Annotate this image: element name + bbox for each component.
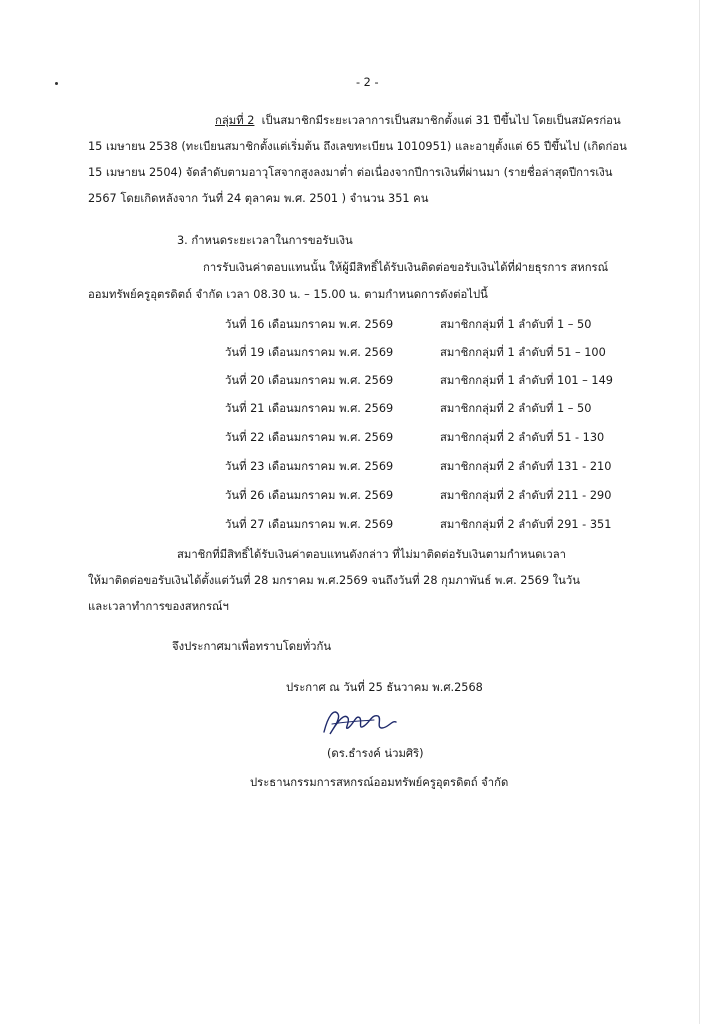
late-line2: ให้มาติดต่อขอรับเงินได้ตั้งแต่วันที่ 28 มกราคม พ.ศ.2569 จนถึงวันที่ 28 กุมภาพันธ์ พ.ศ. 2569 ในวัน — [88, 574, 580, 587]
signatory-name: (ดร.ธำรงค์ น่วมศิริ) — [327, 747, 424, 760]
group2-line1: กลุ่มที่ 2 เป็นสมาชิกมีระยะเวลาการเป็นสมาชิกตั้งแต่ 31 ปีขึ้นไป โดยเป็นสมัครก่อน — [215, 114, 621, 127]
schedule-group: สมาชิกกลุ่มที่ 2 ลำดับที่ 211 - 290 — [440, 489, 612, 502]
group2-line2: 15 เมษายน 2538 (ทะเบียนสมาชิกตั้งแต่เริ่มต้น ถึงเลขทะเบียน 1010951) และอายุตั้งแต่ 65 ปีขึ้นไป (เกิดก่อน — [88, 140, 627, 153]
announcement-closing: จึงประกาศมาเพื่อทราบโดยทั่วกัน — [172, 640, 332, 653]
schedule-row — [0, 346, 724, 362]
schedule-row — [0, 518, 724, 534]
schedule-group: สมาชิกกลุ่มที่ 1 ลำดับที่ 51 – 100 — [440, 346, 606, 359]
announced-date: ประกาศ ณ วันที่ 25 ธันวาคม พ.ศ.2568 — [286, 681, 483, 694]
group2-line4: 2567 โดยเกิดหลังจาก วันที่ 24 ตุลาคม พ.ศ. 2501 ) จำนวน 351 คน — [88, 192, 429, 205]
late-line3: และเวลาทำการของสหกรณ์ฯ — [88, 600, 229, 613]
schedule-date: วันที่ 19 เดือนมกราคม พ.ศ. 2569 — [225, 346, 394, 359]
section3-para-line2: ออมทรัพย์ครูอุตรดิตถ์ จำกัด เวลา 08.30 น. – 15.00 น. ตามกำหนดการดังต่อไปนี้ — [88, 288, 488, 301]
group2-line3: 15 เมษายน 2504) จัดลำดับตามอาวุโสจากสูงลงมาต่ำ ต่อเนื่องจากปีการเงินที่ผ่านมา (รายชื่อล่าสุดปีการเงิน — [88, 166, 613, 179]
schedule-date: วันที่ 20 เดือนมกราคม พ.ศ. 2569 — [225, 374, 394, 387]
schedule-group: สมาชิกกลุ่มที่ 2 ลำดับที่ 291 - 351 — [440, 518, 612, 531]
section3-heading: 3. กำหนดระยะเวลาในการขอรับเงิน — [177, 234, 353, 247]
schedule-row — [0, 318, 724, 334]
schedule-row — [0, 431, 724, 447]
schedule-row — [0, 402, 724, 418]
group2-label: กลุ่มที่ 2 — [215, 114, 255, 127]
schedule-group: สมาชิกกลุ่มที่ 2 ลำดับที่ 1 – 50 — [440, 402, 592, 415]
schedule-date: วันที่ 16 เดือนมกราคม พ.ศ. 2569 — [225, 318, 394, 331]
schedule-group: สมาชิกกลุ่มที่ 1 ลำดับที่ 101 – 149 — [440, 374, 613, 387]
scan-edge-line — [699, 0, 700, 1024]
schedule-date: วันที่ 27 เดือนมกราคม พ.ศ. 2569 — [225, 518, 394, 531]
signature-icon — [318, 704, 400, 740]
signatory-title: ประธานกรรมการสหกรณ์ออมทรัพย์ครูอุตรดิตถ์ จำกัด — [250, 776, 509, 789]
schedule-group: สมาชิกกลุ่มที่ 2 ลำดับที่ 131 - 210 — [440, 460, 612, 473]
schedule-date: วันที่ 21 เดือนมกราคม พ.ศ. 2569 — [225, 402, 394, 415]
schedule-group: สมาชิกกลุ่มที่ 2 ลำดับที่ 51 - 130 — [440, 431, 605, 444]
schedule-date: วันที่ 26 เดือนมกราคม พ.ศ. 2569 — [225, 489, 394, 502]
page-number: - 2 - — [356, 76, 379, 89]
schedule-row — [0, 460, 724, 476]
schedule-row — [0, 489, 724, 505]
schedule-group: สมาชิกกลุ่มที่ 1 ลำดับที่ 1 – 50 — [440, 318, 592, 331]
schedule-date: วันที่ 23 เดือนมกราคม พ.ศ. 2569 — [225, 460, 394, 473]
section3-para-line1: การรับเงินค่าตอบแทนนั้น ให้ผู้มีสิทธิ์ได้รับเงินติดต่อขอรับเงินได้ที่ฝ่ายธุรการ สหกรณ์ — [203, 261, 609, 274]
late-line1: สมาชิกที่มีสิทธิ์ได้รับเงินค่าตอบแทนดังกล่าว ที่ไม่มาติดต่อรับเงินตามกำหนดเวลา — [177, 548, 566, 561]
stray-dot — [55, 82, 58, 85]
schedule-date: วันที่ 22 เดือนมกราคม พ.ศ. 2569 — [225, 431, 394, 444]
schedule-row — [0, 374, 724, 390]
